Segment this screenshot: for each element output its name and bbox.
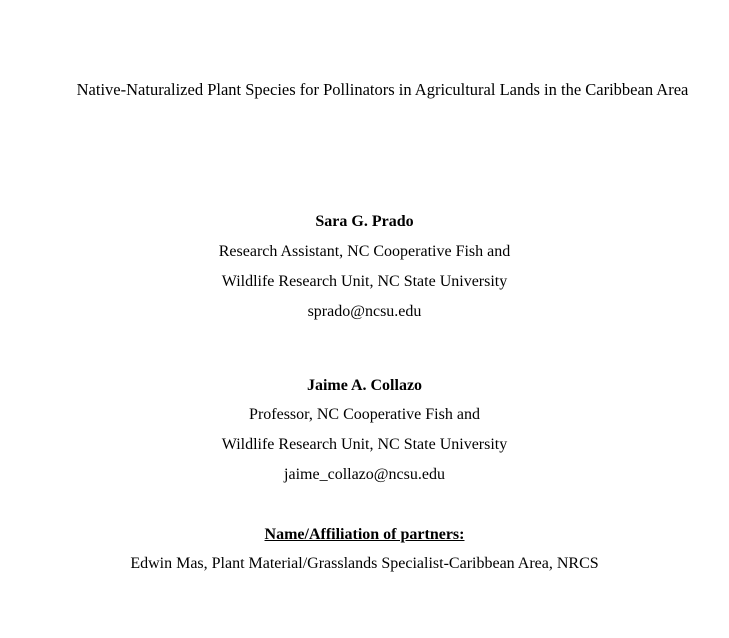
author-affiliation-line: Research Assistant, NC Cooperative Fish and (218, 243, 511, 260)
partners-heading: Name/Affiliation of partners: (264, 526, 465, 543)
author-affiliation-line: Professor, NC Cooperative Fish and (249, 406, 480, 423)
document-title: Native-Naturalized Plant Species for Pollinators in Agricultural Lands in the Caribbean Area (76, 80, 689, 99)
author-name: Jaime A. Collazo (306, 377, 423, 394)
author-affiliation-line: Wildlife Research Unit, NC State University (221, 436, 508, 453)
partner-item: Edwin Mas, Plant Material/Grasslands Specialist-Caribbean Area, NRCS (130, 555, 599, 572)
author-affiliation-line: Wildlife Research Unit, NC State University (221, 273, 508, 290)
author-email: jaime_collazo@ncsu.edu (284, 466, 445, 483)
author-email: sprado@ncsu.edu (307, 303, 422, 320)
author-name: Sara G. Prado (315, 213, 414, 230)
